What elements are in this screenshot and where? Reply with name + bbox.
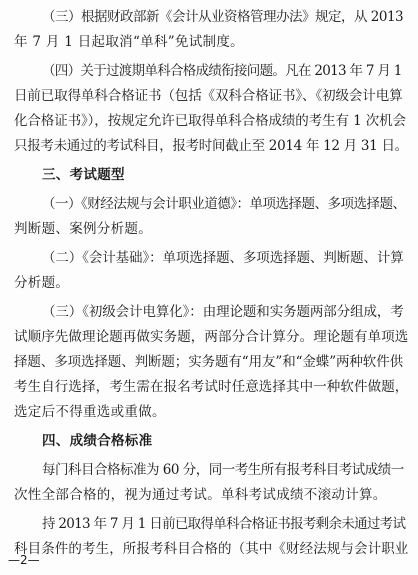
paragraph-line: 科目条件的考生，所报考科目合格的（其中《财经法规与会计职业 xyxy=(14,541,409,557)
page-number: —2— xyxy=(8,553,40,567)
paragraph-line: （四）关于过渡期单科合格成绩衔接问题。凡在 2013 年 7 月 1 xyxy=(42,63,402,79)
paragraph-line: 考生自行选择，考生需在报名考试时任意选择其中一种软件做题， xyxy=(14,379,409,395)
paragraph-line: 试顺序先做理论题再做实务题，两部分合计算分。理论题有单项选 xyxy=(14,329,409,345)
paragraph-line: 判断题、案例分析题。 xyxy=(14,221,152,237)
paragraph-line: 选定后不得重选或重做。 xyxy=(14,404,166,420)
paragraph-line: （三）《初级会计电算化》：由理论题和实务题两部分组成，考 xyxy=(42,304,404,320)
paragraph-line: 分析题。 xyxy=(14,275,70,291)
paragraph-line: （三）根据财政部新《会计从业资格管理办法》规定，从 2013 xyxy=(42,9,404,25)
paragraph-line: 每门科目合格标准为 60 分，同一考生所有报考科目考试成绩一 xyxy=(42,462,404,478)
paragraph-line: （一）《财经法规与会计职业道德》：单项选择题、多项选择题、 xyxy=(42,196,406,212)
paragraph-line: 年 7 月 1 日起取消“单科”免试制度。 xyxy=(14,34,244,50)
paragraph-line: 持 2013 年 7 月 1 日前已取得单科合格证书报考剩余未通过考试 xyxy=(42,516,406,532)
section-heading: 四、成绩合格标准 xyxy=(42,433,153,449)
paragraph-line: 次性全部合格的，视为通过考试。单科考试成绩不滚动计算。 xyxy=(14,487,387,503)
paragraph-line: （二）《会计基础》：单项选择题、多项选择题、判断题、计算 xyxy=(42,250,404,266)
paragraph-line: 择题、多项选择题、判断题；实务题有“用友”和“金蝶”两种软件供 xyxy=(14,354,404,370)
paragraph-line: 只报考未通过的考试科目，报考时间截止至 2014 年 12 月 31 日。 xyxy=(14,138,408,154)
section-heading: 三、考试题型 xyxy=(42,167,125,183)
paragraph-line: 日前已取得单科合格证书（包括《双科合格证书》、《初级会计电算 xyxy=(14,88,403,104)
paragraph-line: 化合格证书》），按规定允许已取得单科合格成绩的考生有 1 次机会 xyxy=(14,113,406,129)
